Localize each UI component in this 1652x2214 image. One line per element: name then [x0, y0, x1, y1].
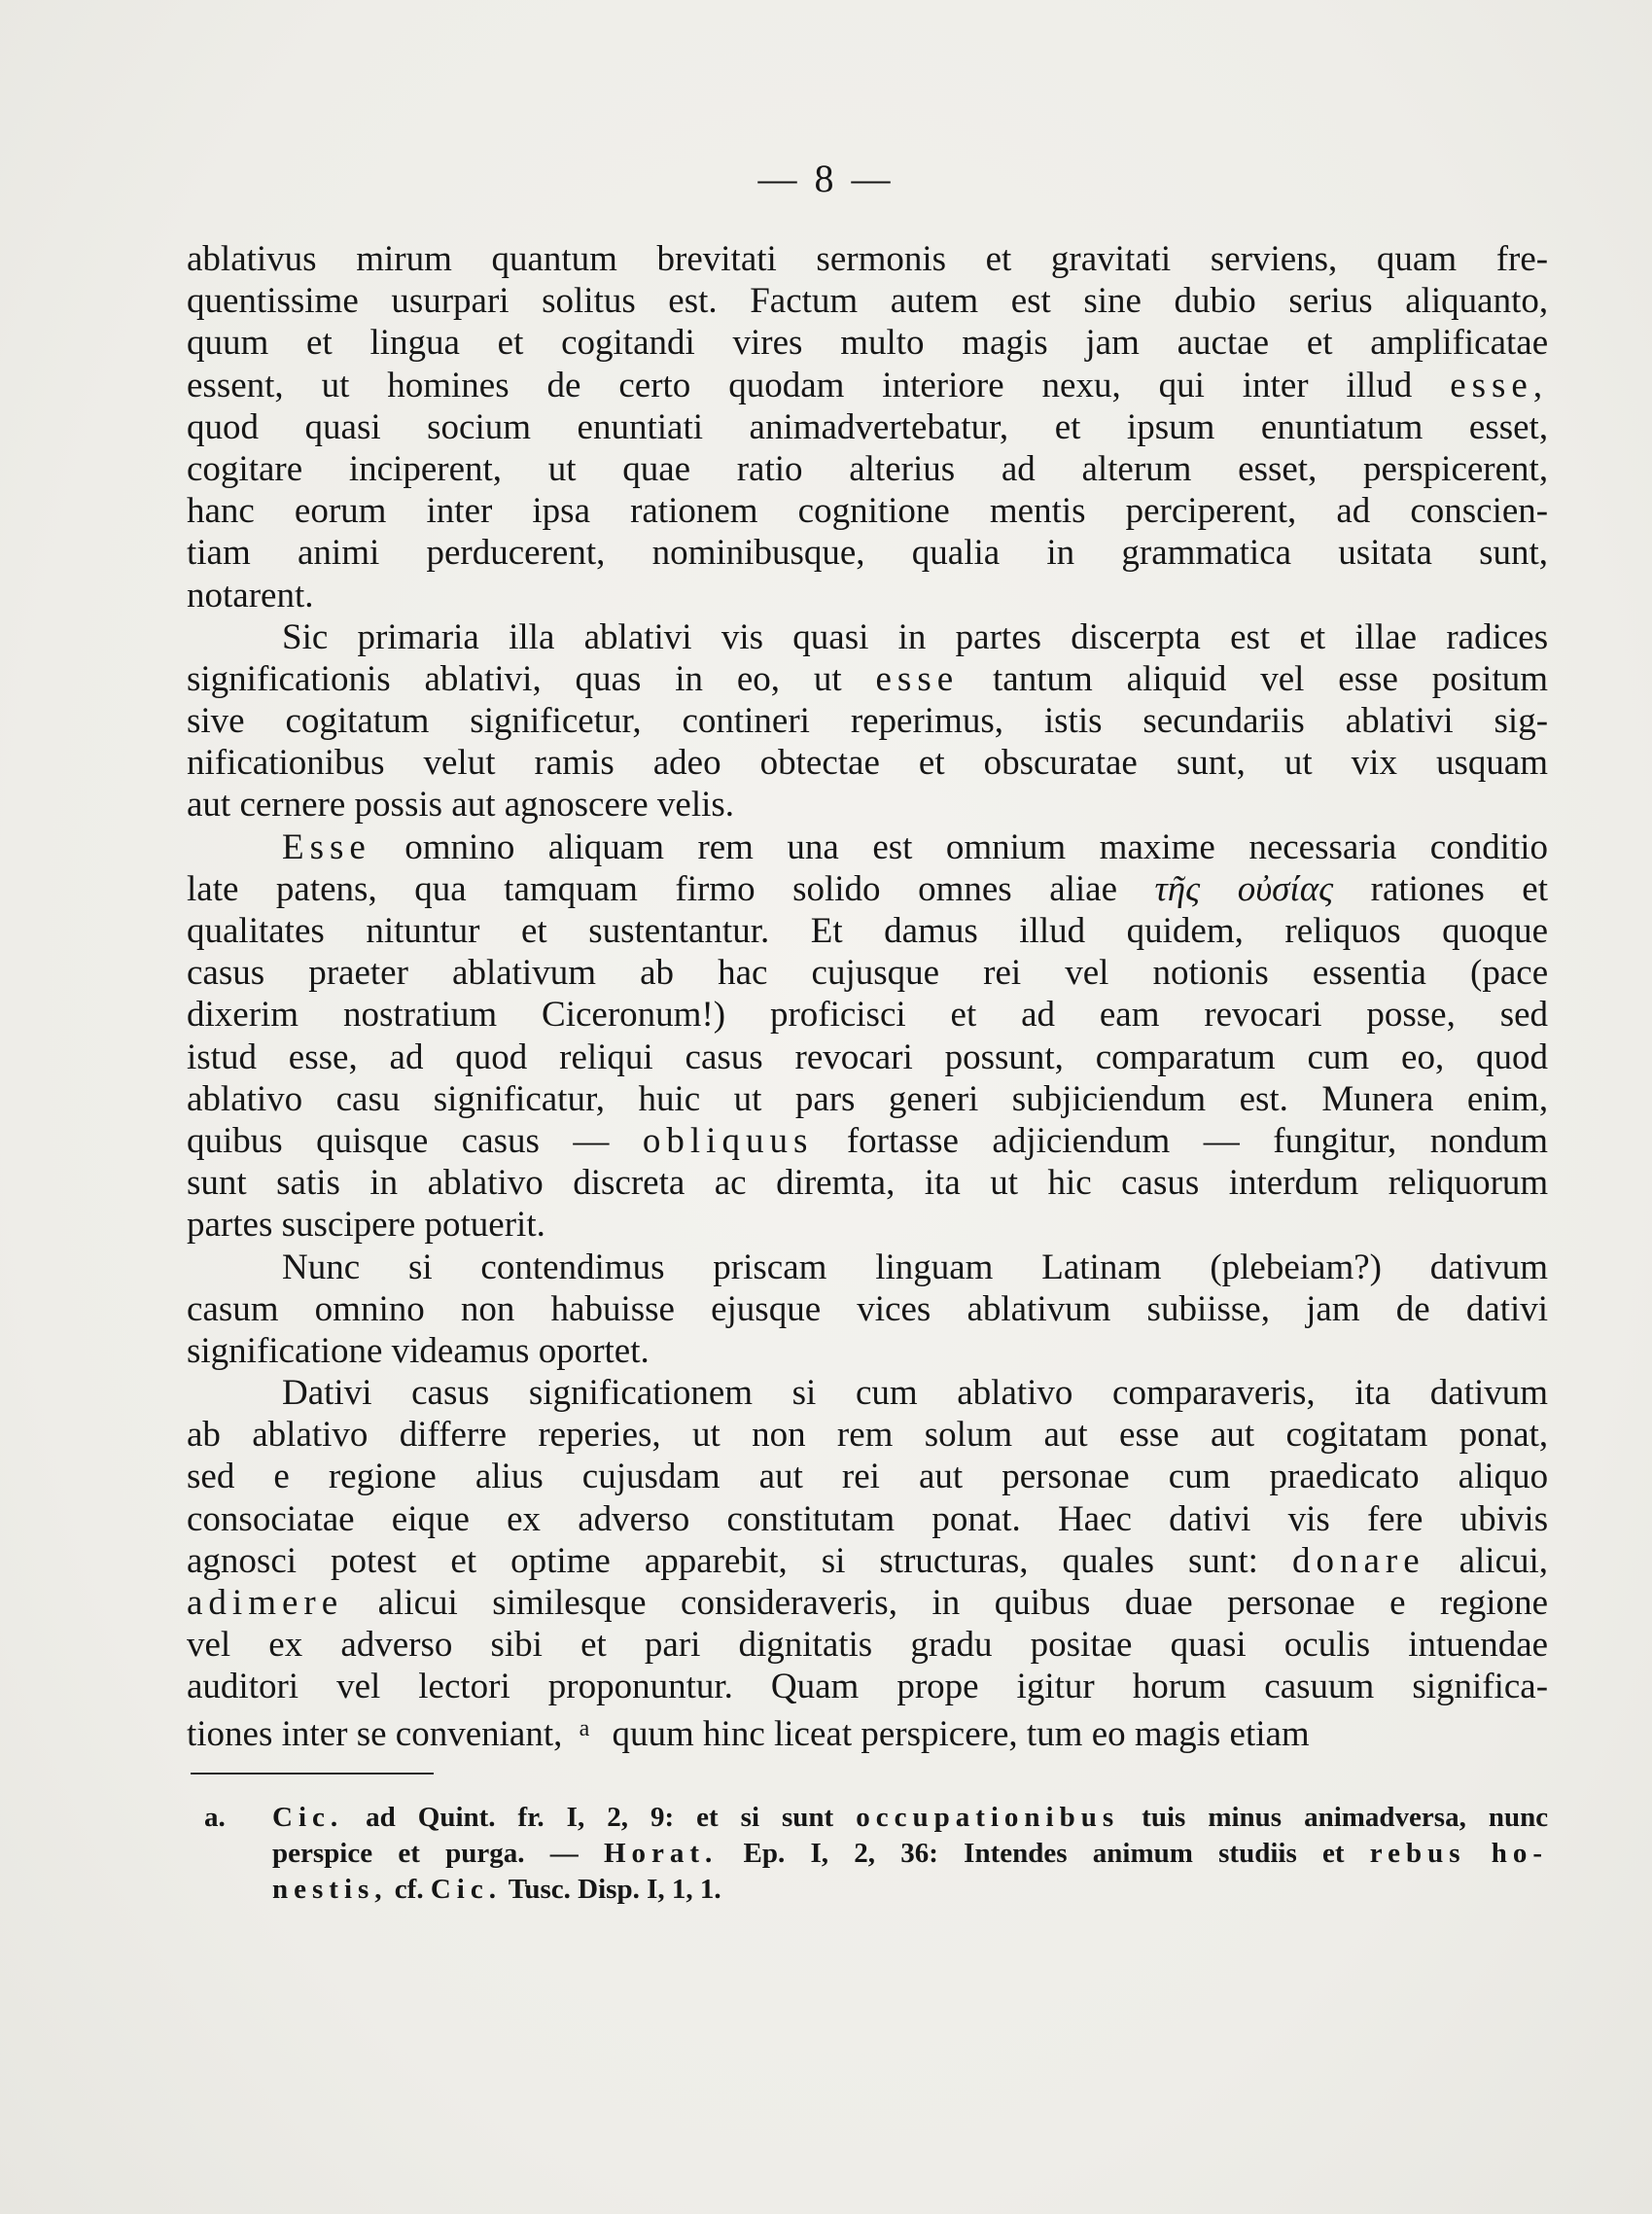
text-line: nificationibus velut ramis adeo obtectae et obscuratae sunt, ut vix usquam [187, 743, 1549, 784]
text-line: Esse omnino aliquam rem una est omnium maxime necessaria conditio [282, 826, 1549, 867]
text-line: casus praeter ablativum ab hac cujusque rei vel notionis essentia (pace [187, 953, 1549, 994]
greek-word: τῆς [1154, 868, 1201, 909]
footnote-line: nestis, cf. Cic. Tusc. Disp. I, 1, 1. [272, 1874, 721, 1905]
text-line: Sic primaria illa ablativi vis quasi in partes discerpta est et illae radices [282, 616, 1549, 657]
text-line: ab ablativo differre reperies, ut non rem solum aut esse aut cogitatam ponat, [187, 1415, 1549, 1456]
text-line: consociatae eique ex adverso constitutam ponat. Haec dativi vis fere ubivis [187, 1498, 1549, 1539]
text-line: agnosci potest et optime apparebit, si structuras, quales sunt: donare alicui, [187, 1540, 1549, 1581]
text-line: ablativo casu significatur, huic ut pars generi subjiciendum est. Munera enim, [187, 1078, 1549, 1119]
text-line: auditori vel lectori proponuntur. Quam prope igitur horum casuum significa- [187, 1667, 1549, 1707]
text-line: tiones inter se conveniant, $^a$ quum hinc liceat perspicere, tum eo magis etiam [187, 1713, 1310, 1754]
text-line: adimere alicui similesque consideraveris, in quibus duae personae e regione [187, 1583, 1548, 1623]
text-line: Nunc si contendimus priscam linguam Latinam (plebeiam?) dativum [282, 1247, 1549, 1287]
text-line: sive cogitatum significetur, contineri reperimus, istis secundariis ablativi sig- [187, 701, 1549, 742]
footnote-rule [191, 1773, 434, 1775]
emphasis-word: Cic. [272, 1802, 344, 1833]
text-line: quod quasi socium enuntiati animadvertebatur, et ipsum enuntiatum esset, [187, 406, 1549, 447]
emphasis-word: adimere [187, 1583, 344, 1623]
footnote-line: perspice et purga. — Horat. Ep. I, 2, 36: Intendes animum studiis et rebus ho- [272, 1838, 1549, 1869]
greek-word: οὐσίας [1237, 868, 1334, 909]
emphasis-word: rebus [1369, 1838, 1466, 1869]
emphasis-word: Esse [282, 826, 371, 867]
footnote-body [272, 1800, 1548, 1908]
paragraph [187, 1247, 1548, 1373]
emphasis-word: ho- [1491, 1838, 1549, 1869]
emphasis-word: donare [1291, 1540, 1425, 1581]
emphasis-word: Horat. [603, 1838, 719, 1869]
text-line: hanc eorum inter ipsa rationem cognitione mentis perciperent, ad conscien- [187, 491, 1549, 532]
emphasis-word: obliquus [642, 1120, 814, 1161]
text-line: sed e regione alius cujusdam aut rei aut personae cum praedicato aliquo [187, 1457, 1549, 1497]
emphasis-word: esse [875, 658, 960, 699]
text-line: tiam animi perducerent, nominibusque, qualia in grammatica usitata sunt, [187, 533, 1549, 574]
emphasis-word: esse, [1450, 365, 1549, 405]
text-line: quentissime usurpari solitus est. Factum autem est sine dubio serius aliquanto, [187, 281, 1549, 322]
text-line: quibus quisque casus — obliquus fortasse adjiciendum — fungitur, nondum [187, 1120, 1549, 1161]
text-line: vel ex adverso sibi et pari dignitatis gradu positae quasi oculis intuendae [187, 1625, 1549, 1666]
text-line: quum et lingua et cogitandi vires multo magis jam auctae et amplificatae [187, 323, 1549, 364]
body-text [187, 238, 1549, 1754]
text-line: istud esse, ad quod reliqui casus revocari possunt, comparatum cum eo, quod [187, 1037, 1549, 1077]
text-line: Dativi casus significationem si cum ablativo comparaveris, ita dativum [282, 1373, 1549, 1414]
emphasis-word: nestis, [272, 1874, 388, 1905]
footnote-line: Cic. ad Quint. fr. I, 2, 9: et si sunt occupationibus tuis minus animadversa, nunc [272, 1802, 1549, 1833]
text-line: essent, ut homines de certo quodam interiore nexu, qui inter illud esse, [187, 365, 1549, 405]
text-line: dixerim nostratium Ciceronum!) proficisci et ad eam revocari posse, sed [187, 995, 1549, 1036]
text-line: casum omnino non habuisse ejusque vices ablativum subiisse, jam de dativi [187, 1288, 1549, 1329]
text-line: significationis ablativi, quas in eo, ut esse tantum aliquid vel esse positum [187, 658, 1548, 699]
emphasis-word: occupationibus [856, 1802, 1120, 1833]
text-line: cogitare inciperent, ut quae ratio alterius ad alterum esset, perspicerent, [187, 448, 1549, 489]
text-line: late patens, qua tamquam firmo solido omnes aliae τῆς οὐσίας rationes et [187, 868, 1548, 909]
emphasis-word: Cic. [430, 1874, 502, 1905]
footnote-marker: a [579, 1715, 590, 1741]
text-line: sunt satis in ablativo discreta ac diremta, ita ut hic casus interdum reliquorum [187, 1163, 1549, 1204]
text-line: qualitates nituntur et sustentantur. Et damus illud quidem, reliquos quoque [187, 911, 1549, 951]
paragraph [187, 1372, 1549, 1754]
text-line: significatione videamus oportet. [187, 1330, 650, 1371]
footnote-label: a. [204, 1802, 226, 1833]
text-line: partes suscipere potuerit. [187, 1205, 545, 1246]
paragraph [187, 238, 1548, 616]
text-line: ablativus mirum quantum brevitati sermonis et gravitati serviens, quam fre- [187, 239, 1549, 279]
text-line: notarent. [187, 575, 314, 615]
paragraph [187, 616, 1548, 826]
text-line: aut cernere possis aut agnoscere velis. [187, 785, 735, 826]
paragraph [187, 826, 1548, 1247]
page-number: — 8 — [757, 157, 895, 200]
